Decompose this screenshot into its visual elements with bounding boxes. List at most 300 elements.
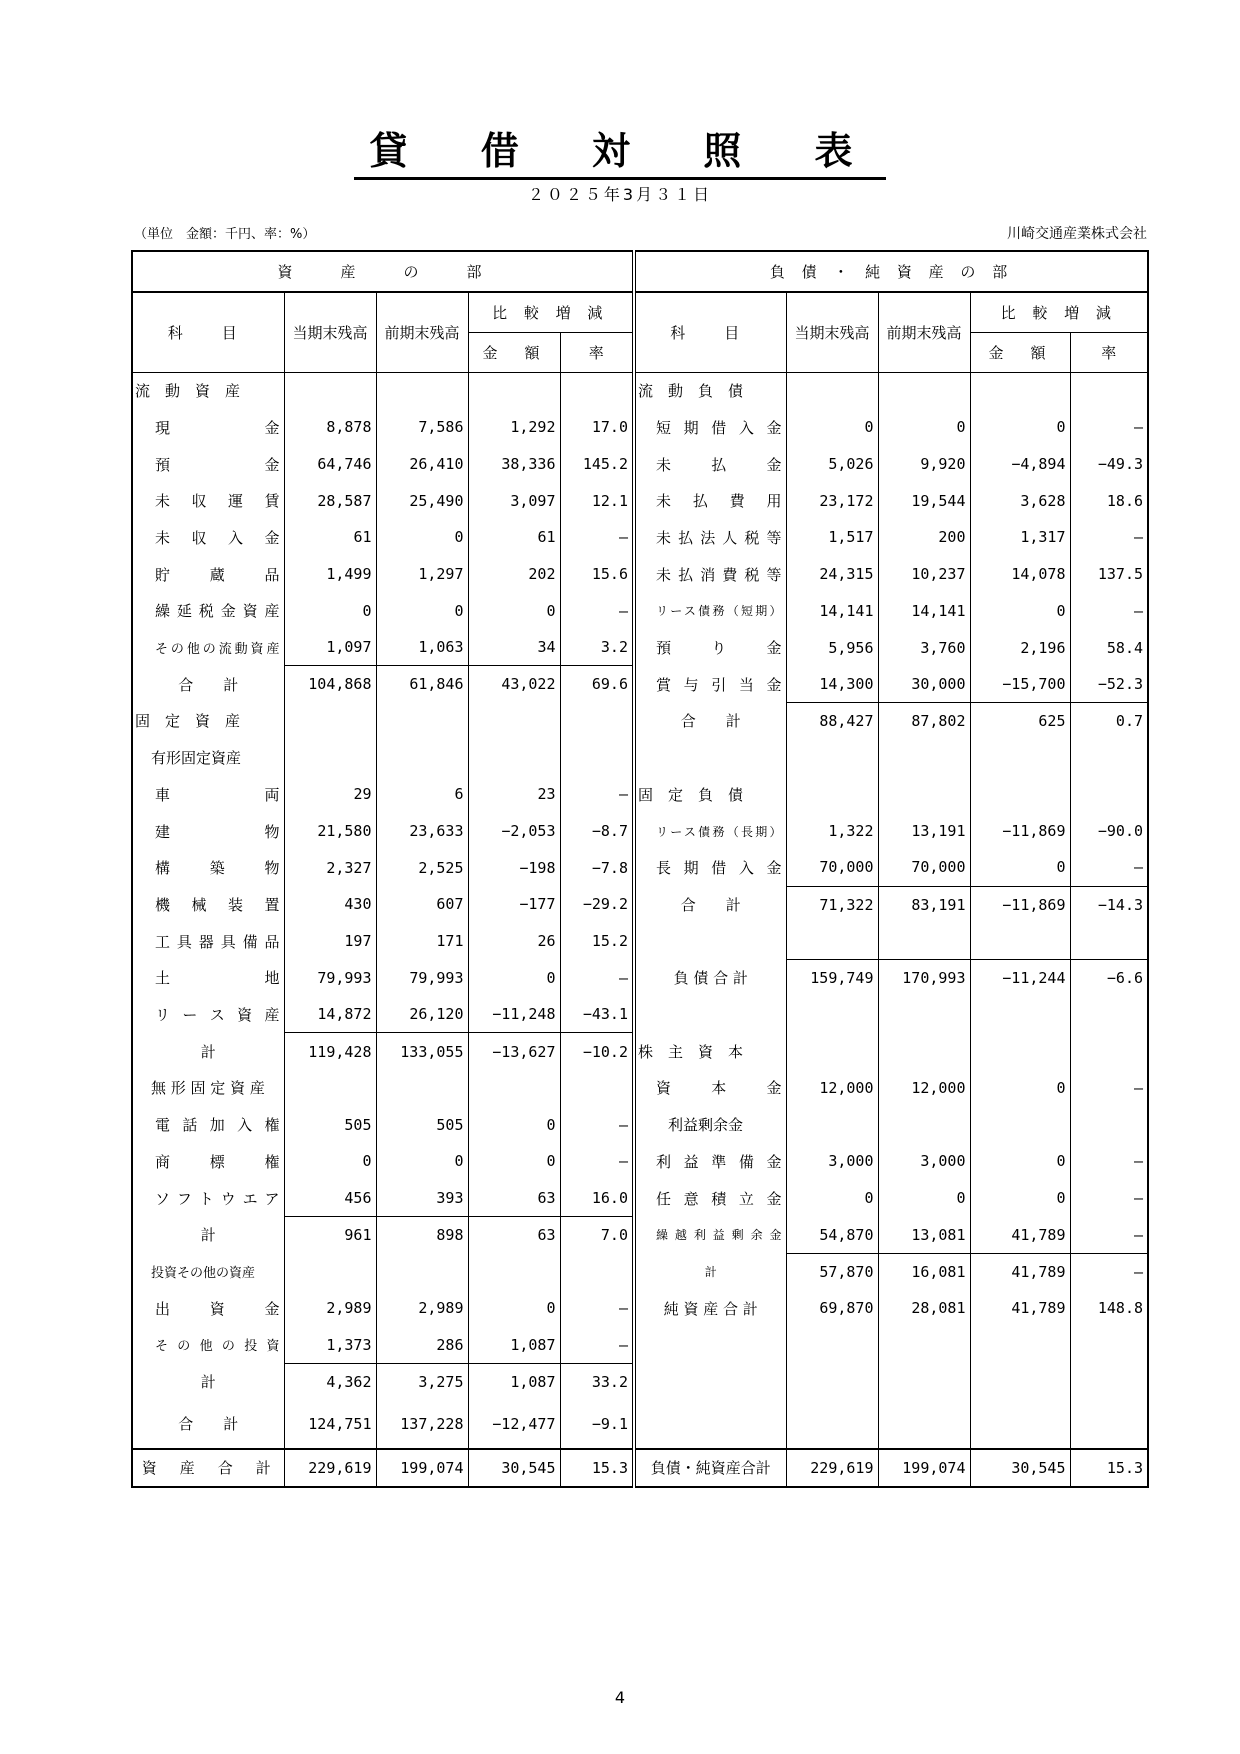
asset-previous-value: 286 xyxy=(376,1327,468,1364)
liability-item-label: 固 定 負 債 xyxy=(638,785,744,804)
liability-current-value xyxy=(786,1327,878,1364)
liability-rate-value xyxy=(1070,776,1148,813)
asset-rate-value: 12.1 xyxy=(560,482,634,519)
asset-rate-value: −29.2 xyxy=(560,886,634,923)
assets-comparison-header: 比 較 増 減 xyxy=(468,292,634,332)
liability-previous-value: 3,760 xyxy=(878,629,970,666)
liability-item-label: 流 動 負 債 xyxy=(638,382,744,401)
liability-total-diff: 30,545 xyxy=(970,1449,1070,1487)
asset-current-value: 21,580 xyxy=(284,813,376,850)
asset-item-label: 計 xyxy=(132,1033,284,1070)
asset-current-value: 61 xyxy=(284,519,376,556)
table-row xyxy=(132,1106,1148,1143)
assets-amount-header: 金 額 xyxy=(468,332,560,372)
asset-rate-value xyxy=(560,372,634,409)
asset-previous-value xyxy=(376,1070,468,1107)
liability-diff-value: 2,196 xyxy=(970,629,1070,666)
assets-current-header: 当期末残高 xyxy=(284,292,376,372)
liability-item-label: 利益剰余金 xyxy=(668,1116,744,1135)
page-title: 貸 借 対 照 表 xyxy=(0,120,1240,180)
asset-current-value: 104,868 xyxy=(284,666,376,703)
asset-rate-value: 145.2 xyxy=(560,446,634,483)
asset-current-value: 197 xyxy=(284,923,376,960)
liability-diff-value xyxy=(970,1400,1070,1449)
asset-previous-value xyxy=(376,739,468,776)
liab-previous-header: 前期末残高 xyxy=(878,292,970,372)
asset-rate-value xyxy=(560,703,634,740)
liability-diff-value: −4,894 xyxy=(970,446,1070,483)
liability-item-label xyxy=(634,1400,786,1449)
asset-item-label: 未 収 入 金 xyxy=(132,519,284,556)
asset-item-label: 工具器具備品 xyxy=(132,923,284,960)
liability-rate-value: ― xyxy=(1070,1070,1148,1107)
asset-rate-value: ― xyxy=(560,1143,634,1180)
asset-item-label: 現 金 xyxy=(132,409,284,446)
liability-rate-value xyxy=(1070,1363,1148,1400)
liability-previous-value: 3,000 xyxy=(878,1143,970,1180)
liability-previous-value xyxy=(878,1327,970,1364)
liability-diff-value xyxy=(970,1327,1070,1364)
asset-previous-value xyxy=(376,703,468,740)
table-row xyxy=(132,923,1148,960)
asset-previous-value: 26,120 xyxy=(376,996,468,1033)
liability-item-label: 計 xyxy=(704,1264,717,1279)
asset-diff-value: 202 xyxy=(468,556,560,593)
asset-previous-value: 505 xyxy=(376,1106,468,1143)
asset-item-label: 合 計 xyxy=(132,1400,284,1449)
table-row xyxy=(132,776,1148,813)
liability-diff-value: 3,628 xyxy=(970,482,1070,519)
asset-previous-value xyxy=(376,1253,468,1290)
liability-previous-value: 19,544 xyxy=(878,482,970,519)
liability-current-value: 1,517 xyxy=(786,519,878,556)
asset-item-label: 預 金 xyxy=(132,446,284,483)
asset-current-value: 28,587 xyxy=(284,482,376,519)
liability-rate-value: ― xyxy=(1070,849,1148,886)
liability-rate-value: ― xyxy=(1070,592,1148,629)
liab-current-header: 当期末残高 xyxy=(786,292,878,372)
asset-previous-value: 3,275 xyxy=(376,1363,468,1400)
asset-diff-value: 23 xyxy=(468,776,560,813)
asset-current-value: 119,428 xyxy=(284,1033,376,1070)
asset-current-value: 1,499 xyxy=(284,556,376,593)
liability-item-label: 長 期 借 入 金 xyxy=(656,859,782,878)
liability-current-value xyxy=(786,996,878,1033)
liability-item-label: 賞 与 引 当 金 xyxy=(656,675,782,694)
liability-item-label: 純 資 産 合 計 xyxy=(663,1299,758,1318)
table-row xyxy=(132,739,1148,776)
asset-diff-value: 0 xyxy=(468,1143,560,1180)
asset-total-rate: 15.3 xyxy=(560,1449,634,1487)
liability-rate-value: ― xyxy=(1070,1180,1148,1217)
liability-diff-value xyxy=(970,739,1070,776)
table-row xyxy=(132,592,1148,629)
table-row xyxy=(132,813,1148,850)
asset-item-label: 有形固定資産 xyxy=(132,739,284,776)
asset-item-label: 出 資 金 xyxy=(132,1290,284,1327)
asset-item-label: 商 標 権 xyxy=(132,1143,284,1180)
asset-previous-value: 61,846 xyxy=(376,666,468,703)
liability-previous-value xyxy=(878,776,970,813)
asset-current-value: 505 xyxy=(284,1106,376,1143)
liability-previous-value: 13,081 xyxy=(878,1216,970,1253)
asset-diff-value: −177 xyxy=(468,886,560,923)
liability-previous-value: 13,191 xyxy=(878,813,970,850)
table-row xyxy=(132,409,1148,446)
liability-current-value: 69,870 xyxy=(786,1290,878,1327)
liability-diff-value xyxy=(970,1106,1070,1143)
asset-rate-value: ― xyxy=(560,592,634,629)
table-row xyxy=(132,1033,1148,1070)
asset-previous-value: 7,586 xyxy=(376,409,468,446)
asset-rate-value: ― xyxy=(560,1106,634,1143)
liability-item-label: 預 り 金 xyxy=(656,639,782,658)
liability-total-label: 負債・純資産合計 xyxy=(650,1459,771,1478)
asset-rate-value: 15.2 xyxy=(560,923,634,960)
liability-rate-value: 0.7 xyxy=(1070,703,1148,740)
asset-current-value: 0 xyxy=(284,592,376,629)
asset-rate-value: −10.2 xyxy=(560,1033,634,1070)
table-row xyxy=(132,1216,1148,1253)
liability-item-label: 資 本 金 xyxy=(656,1079,782,1098)
liability-item-label: 繰越利益剰余金 xyxy=(656,1228,782,1243)
table-row xyxy=(132,1070,1148,1107)
table-row xyxy=(132,996,1148,1033)
asset-rate-value: 33.2 xyxy=(560,1363,634,1400)
liability-diff-value: 0 xyxy=(970,1180,1070,1217)
asset-diff-value: −11,248 xyxy=(468,996,560,1033)
asset-previous-value xyxy=(376,372,468,409)
liability-current-value xyxy=(786,1033,878,1070)
liability-previous-value: 87,802 xyxy=(878,703,970,740)
liability-rate-value: ― xyxy=(1070,1143,1148,1180)
asset-previous-value: 2,989 xyxy=(376,1290,468,1327)
liability-current-value: 88,427 xyxy=(786,703,878,740)
liability-diff-value: 0 xyxy=(970,849,1070,886)
liability-current-value xyxy=(786,776,878,813)
table-row xyxy=(132,1363,1148,1400)
table-row xyxy=(132,1400,1148,1449)
asset-diff-value: 43,022 xyxy=(468,666,560,703)
liability-previous-value xyxy=(878,1363,970,1400)
liab-comparison-header: 比 較 増 減 xyxy=(970,292,1148,332)
asset-current-value: 1,097 xyxy=(284,629,376,666)
liability-item-label xyxy=(634,1363,786,1400)
liability-previous-value: 16,081 xyxy=(878,1253,970,1290)
liability-previous-value xyxy=(878,372,970,409)
liability-current-value xyxy=(786,1363,878,1400)
liability-current-value: 5,956 xyxy=(786,629,878,666)
liability-diff-value xyxy=(970,996,1070,1033)
liability-current-value: 0 xyxy=(786,1180,878,1217)
asset-total-previous: 199,074 xyxy=(376,1449,468,1487)
asset-current-value: 456 xyxy=(284,1180,376,1217)
asset-item-label: 土 地 xyxy=(132,960,284,997)
asset-diff-value xyxy=(468,372,560,409)
liability-item-label: 株 主 資 本 xyxy=(638,1042,744,1061)
liability-item-label xyxy=(634,1327,786,1364)
asset-item-label: 構 築 物 xyxy=(132,849,284,886)
liability-current-value xyxy=(786,1400,878,1449)
liability-diff-value: −11,244 xyxy=(970,960,1070,997)
asset-rate-value xyxy=(560,739,634,776)
liability-current-value: 12,000 xyxy=(786,1070,878,1107)
asset-rate-value xyxy=(560,1253,634,1290)
liability-previous-value xyxy=(878,1033,970,1070)
liability-total-previous: 199,074 xyxy=(878,1449,970,1487)
table-row xyxy=(132,960,1148,997)
liability-rate-value: 58.4 xyxy=(1070,629,1148,666)
asset-item-label: 建 物 xyxy=(132,813,284,850)
liability-item-label: 合 計 xyxy=(680,712,741,731)
liability-rate-value: −49.3 xyxy=(1070,446,1148,483)
asset-current-value: 2,989 xyxy=(284,1290,376,1327)
assets-subject-header: 科 目 xyxy=(132,292,284,372)
liability-previous-value xyxy=(878,739,970,776)
liability-item-label: 合 計 xyxy=(680,895,741,914)
liability-previous-value: 200 xyxy=(878,519,970,556)
liability-diff-value: 0 xyxy=(970,1143,1070,1180)
balance-sheet-table xyxy=(131,250,1149,1488)
liability-diff-value: 0 xyxy=(970,592,1070,629)
asset-total-diff: 30,545 xyxy=(468,1449,560,1487)
asset-rate-value: 3.2 xyxy=(560,629,634,666)
liability-rate-value: −52.3 xyxy=(1070,666,1148,703)
liability-rate-value: 18.6 xyxy=(1070,482,1148,519)
asset-item-label: ソ フ ト ウ エ ア xyxy=(132,1180,284,1217)
asset-previous-value: 0 xyxy=(376,1143,468,1180)
liability-diff-value: 41,789 xyxy=(970,1216,1070,1253)
liability-current-value xyxy=(786,923,878,960)
liability-previous-value: 28,081 xyxy=(878,1290,970,1327)
asset-rate-value: −8.7 xyxy=(560,813,634,850)
asset-previous-value: 23,633 xyxy=(376,813,468,850)
liab-rate-header: 率 xyxy=(1070,332,1148,372)
liability-previous-value xyxy=(878,1106,970,1143)
liability-current-value: 159,749 xyxy=(786,960,878,997)
asset-diff-value: −13,627 xyxy=(468,1033,560,1070)
liab-amount-header: 金 額 xyxy=(970,332,1070,372)
liability-item-label xyxy=(634,923,786,960)
asset-current-value: 4,362 xyxy=(284,1363,376,1400)
liability-diff-value: −11,869 xyxy=(970,886,1070,923)
liability-current-value: 3,000 xyxy=(786,1143,878,1180)
asset-previous-value: 6 xyxy=(376,776,468,813)
table-row xyxy=(132,372,1148,409)
liability-current-value: 57,870 xyxy=(786,1253,878,1290)
asset-item-label: 電 話 加 入 権 xyxy=(132,1106,284,1143)
liability-current-value: 54,870 xyxy=(786,1216,878,1253)
liability-current-value: 14,141 xyxy=(786,592,878,629)
asset-diff-value xyxy=(468,1253,560,1290)
liability-rate-value xyxy=(1070,1106,1148,1143)
asset-diff-value xyxy=(468,703,560,740)
liability-item-label: 未 払 金 xyxy=(656,455,782,474)
liability-item-label: 短 期 借 入 金 xyxy=(656,418,782,437)
asset-diff-value: 38,336 xyxy=(468,446,560,483)
liability-rate-value xyxy=(1070,923,1148,960)
liability-diff-value: −15,700 xyxy=(970,666,1070,703)
asset-rate-value: 15.6 xyxy=(560,556,634,593)
asset-diff-value: 63 xyxy=(468,1180,560,1217)
liab-subject-header: 科 目 xyxy=(670,323,752,342)
asset-item-label: 固 定 資 産 xyxy=(132,703,284,740)
asset-rate-value: ― xyxy=(560,1327,634,1364)
asset-diff-value: −12,477 xyxy=(468,1400,560,1449)
liability-rate-value xyxy=(1070,739,1148,776)
liability-previous-value: 83,191 xyxy=(878,886,970,923)
asset-item-label: 計 xyxy=(132,1363,284,1400)
asset-current-value: 124,751 xyxy=(284,1400,376,1449)
assets-rate-header: 率 xyxy=(560,332,634,372)
asset-current-value: 430 xyxy=(284,886,376,923)
asset-current-value xyxy=(284,1070,376,1107)
asset-item-label: 機 械 装 置 xyxy=(132,886,284,923)
asset-current-value xyxy=(284,703,376,740)
liability-item-label: リース債務（長期） xyxy=(656,824,782,839)
asset-rate-value: ― xyxy=(560,519,634,556)
asset-current-value: 8,878 xyxy=(284,409,376,446)
liability-item-label: リース債務（短期） xyxy=(656,604,782,619)
asset-diff-value: 3,097 xyxy=(468,482,560,519)
company-name: 川崎交通産業株式会社 xyxy=(1007,226,1147,242)
liability-item-label xyxy=(634,739,786,776)
liability-diff-value xyxy=(970,776,1070,813)
assets-previous-header: 前期末残高 xyxy=(376,292,468,372)
liability-rate-value: −90.0 xyxy=(1070,813,1148,850)
asset-diff-value: 61 xyxy=(468,519,560,556)
asset-item-label: その他の投資 xyxy=(132,1327,284,1364)
liability-item-label: 未 払 消 費 税 等 xyxy=(656,565,782,584)
liability-diff-value: 41,789 xyxy=(970,1253,1070,1290)
table-row xyxy=(132,519,1148,556)
liability-diff-value xyxy=(970,1033,1070,1070)
liability-diff-value xyxy=(970,923,1070,960)
liability-previous-value: 170,993 xyxy=(878,960,970,997)
table-row xyxy=(132,703,1148,740)
asset-diff-value: 1,087 xyxy=(468,1327,560,1364)
asset-diff-value: 0 xyxy=(468,592,560,629)
liability-diff-value: 41,789 xyxy=(970,1290,1070,1327)
liability-current-value: 24,315 xyxy=(786,556,878,593)
asset-previous-value: 133,055 xyxy=(376,1033,468,1070)
liability-diff-value: 0 xyxy=(970,1070,1070,1107)
liability-rate-value: ― xyxy=(1070,519,1148,556)
table-row xyxy=(132,1290,1148,1327)
asset-diff-value: 1,087 xyxy=(468,1363,560,1400)
asset-rate-value xyxy=(560,1070,634,1107)
liability-previous-value xyxy=(878,1400,970,1449)
asset-previous-value: 79,993 xyxy=(376,960,468,997)
asset-current-value: 1,373 xyxy=(284,1327,376,1364)
liability-rate-value: −6.6 xyxy=(1070,960,1148,997)
liability-previous-value: 10,237 xyxy=(878,556,970,593)
table-row xyxy=(132,1253,1148,1290)
table-row xyxy=(132,1180,1148,1217)
liability-rate-value: ― xyxy=(1070,1216,1148,1253)
asset-previous-value: 26,410 xyxy=(376,446,468,483)
liability-diff-value: −11,869 xyxy=(970,813,1070,850)
asset-rate-value: 16.0 xyxy=(560,1180,634,1217)
table-row xyxy=(132,556,1148,593)
asset-rate-value: ― xyxy=(560,1290,634,1327)
liability-previous-value: 12,000 xyxy=(878,1070,970,1107)
asset-rate-value: −9.1 xyxy=(560,1400,634,1449)
asset-rate-value: ― xyxy=(560,776,634,813)
liability-current-value xyxy=(786,372,878,409)
liability-previous-value: 70,000 xyxy=(878,849,970,886)
asset-previous-value: 0 xyxy=(376,592,468,629)
asset-previous-value: 171 xyxy=(376,923,468,960)
asset-total-label: 資 産 合 計 xyxy=(132,1449,284,1487)
liability-item-label: 負 債 合 計 xyxy=(673,969,748,988)
liability-diff-value xyxy=(970,1363,1070,1400)
asset-item-label: 無 形 固 定 資 産 xyxy=(132,1070,284,1107)
page-number: 4 xyxy=(614,1688,626,1707)
liability-diff-value: 14,078 xyxy=(970,556,1070,593)
liability-previous-value xyxy=(878,996,970,1033)
asset-previous-value: 137,228 xyxy=(376,1400,468,1449)
liabilities-section-header: 負 債 ・ 純 資 産 の 部 xyxy=(634,251,1148,292)
asset-diff-value: −198 xyxy=(468,849,560,886)
asset-rate-value: 7.0 xyxy=(560,1216,634,1253)
asset-diff-value: 0 xyxy=(468,1106,560,1143)
asset-item-label: 貯 蔵 品 xyxy=(132,556,284,593)
liability-current-value: 0 xyxy=(786,409,878,446)
liability-rate-value: ― xyxy=(1070,1253,1148,1290)
table-row xyxy=(132,886,1148,923)
asset-previous-value: 1,297 xyxy=(376,556,468,593)
asset-previous-value: 0 xyxy=(376,519,468,556)
asset-current-value: 2,327 xyxy=(284,849,376,886)
asset-diff-value: −2,053 xyxy=(468,813,560,850)
liability-previous-value: 30,000 xyxy=(878,666,970,703)
liability-rate-value: ― xyxy=(1070,409,1148,446)
liability-current-value xyxy=(786,1106,878,1143)
liability-current-value xyxy=(786,739,878,776)
liability-diff-value xyxy=(970,372,1070,409)
asset-item-label: 投資その他の資産 xyxy=(132,1253,284,1290)
asset-current-value: 29 xyxy=(284,776,376,813)
asset-current-value: 79,993 xyxy=(284,960,376,997)
liability-previous-value: 9,920 xyxy=(878,446,970,483)
table-row xyxy=(132,1143,1148,1180)
liability-previous-value: 0 xyxy=(878,409,970,446)
table-row xyxy=(132,482,1148,519)
asset-diff-value: 26 xyxy=(468,923,560,960)
liability-item-label xyxy=(634,996,786,1033)
asset-current-value: 64,746 xyxy=(284,446,376,483)
asset-item-label: リ ー ス 資 産 xyxy=(132,996,284,1033)
asset-rate-value: −43.1 xyxy=(560,996,634,1033)
asset-current-value xyxy=(284,739,376,776)
asset-diff-value: 63 xyxy=(468,1216,560,1253)
table-row xyxy=(132,629,1148,666)
liability-previous-value xyxy=(878,923,970,960)
asset-diff-value xyxy=(468,1070,560,1107)
table-row xyxy=(132,666,1148,703)
asset-rate-value: 17.0 xyxy=(560,409,634,446)
liability-diff-value: 0 xyxy=(970,409,1070,446)
asset-current-value xyxy=(284,372,376,409)
asset-diff-value xyxy=(468,739,560,776)
liability-item-label: 未 払 法 人 税 等 xyxy=(656,528,782,547)
asset-item-label: その他の流動資産 xyxy=(132,629,284,666)
liability-total-rate: 15.3 xyxy=(1070,1449,1148,1487)
asset-previous-value: 25,490 xyxy=(376,482,468,519)
liability-item-label: 未 払 費 用 xyxy=(656,492,782,511)
asset-previous-value: 2,525 xyxy=(376,849,468,886)
